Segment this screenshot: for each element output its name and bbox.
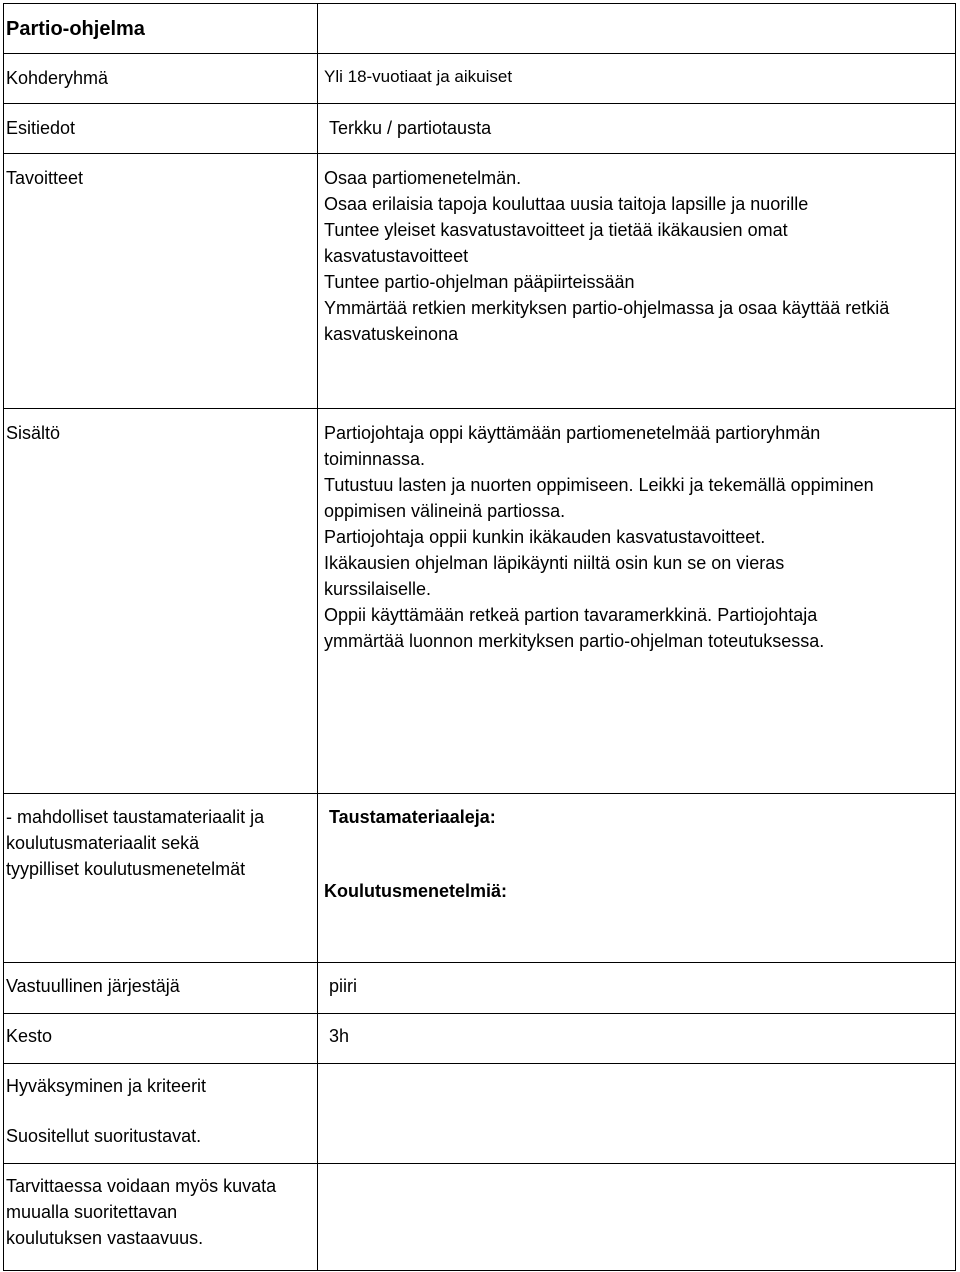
kesto-label: Kesto xyxy=(6,1026,53,1046)
tavoitteet-value xyxy=(324,165,952,347)
vastuullinen-label: Vastuullinen järjestäjä xyxy=(6,976,180,996)
tarvittaessa-line: koulutuksen vastaavuus. xyxy=(6,1228,204,1248)
sisalto-label: Sisältö xyxy=(6,423,61,443)
materiaalit-label-line: - mahdolliset taustamateriaalit ja xyxy=(6,807,265,827)
tavoitteet-line: Osaa erilaisia tapoja kouluttaa uusia taitoja lapsille ja nuorille xyxy=(324,194,809,214)
esitiedot-value: Terkku / partiotausta xyxy=(329,118,492,138)
row-divider xyxy=(3,408,956,409)
materiaalit-label-line: koulutusmateriaalit sekä xyxy=(6,833,200,853)
tavoitteet-line: kasvatustavoitteet xyxy=(324,246,469,266)
tavoitteet-line: Tuntee yleiset kasvatustavoitteet ja tietää ikäkausien omat xyxy=(324,220,788,240)
sisalto-line: Partiojohtaja oppi käyttämään partiomenetelmää partioryhmän xyxy=(324,423,821,443)
row-divider xyxy=(3,1163,956,1164)
row-divider xyxy=(3,153,956,154)
sisalto-line: Tutustuu lasten ja nuorten oppimiseen. Leikki ja tekemällä oppiminen xyxy=(324,475,874,495)
koulutusmenetelmia-heading: Koulutusmenetelmiä: xyxy=(324,881,508,901)
sisalto-line: kurssilaiselle. xyxy=(324,579,432,599)
vastuullinen-value: piiri xyxy=(329,976,358,996)
esitiedot-label: Esitiedot xyxy=(6,118,76,138)
column-divider xyxy=(317,3,318,1271)
sisalto-value xyxy=(324,420,952,654)
kohderyhma-value: Yli 18-vuotiaat ja aikuiset xyxy=(324,67,513,86)
document-title: Partio-ohjelma xyxy=(6,18,145,40)
sisalto-line: oppimisen välineinä partiossa. xyxy=(324,501,566,521)
hyvaksyminen-note: Suositellut suoritustavat. xyxy=(6,1126,202,1146)
row-divider xyxy=(3,1063,956,1064)
materiaalit-label-line: tyypilliset koulutusmenetelmät xyxy=(6,859,246,879)
tarvittaessa-line: muualla suoritettavan xyxy=(6,1202,178,1222)
sisalto-line: Ikäkausien ohjelman läpikäynti niiltä osin kun se on vieras xyxy=(324,553,785,573)
tavoitteet-line: Ymmärtää retkien merkityksen partio-ohjelmassa ja osaa käyttää retkiä xyxy=(324,298,890,318)
sisalto-line: ymmärtää luonnon merkityksen partio-ohjelman toteutuksessa. xyxy=(324,631,825,651)
row-divider xyxy=(3,53,956,54)
sisalto-line: toiminnassa. xyxy=(324,449,426,469)
row-divider xyxy=(3,962,956,963)
sisalto-line: Oppii käyttämään retkeä partion tavaramerkkinä. Partiojohtaja xyxy=(324,605,818,625)
kesto-value: 3h xyxy=(329,1026,350,1046)
tarvittaessa-line: Tarvittaessa voidaan myös kuvata xyxy=(6,1176,277,1196)
materiaalit-label xyxy=(6,804,306,882)
taustamateriaaleja-heading: Taustamateriaaleja: xyxy=(329,807,496,827)
tavoitteet-label: Tavoitteet xyxy=(6,168,84,188)
row-divider xyxy=(3,793,956,794)
tavoitteet-line: Tuntee partio-ohjelman pääpiirteissään xyxy=(324,272,635,292)
tavoitteet-line: Osaa partiomenetelmän. xyxy=(324,168,522,188)
tavoitteet-line: kasvatuskeinona xyxy=(324,324,459,344)
sisalto-line: Partiojohtaja oppii kunkin ikäkauden kasvatustavoitteet. xyxy=(324,527,766,547)
row-divider xyxy=(3,1013,956,1014)
hyvaksyminen-label: Hyväksyminen ja kriteerit xyxy=(6,1076,207,1096)
tarvittaessa-label xyxy=(6,1173,306,1251)
row-divider xyxy=(3,103,956,104)
kohderyhma-label: Kohderyhmä xyxy=(6,68,109,88)
